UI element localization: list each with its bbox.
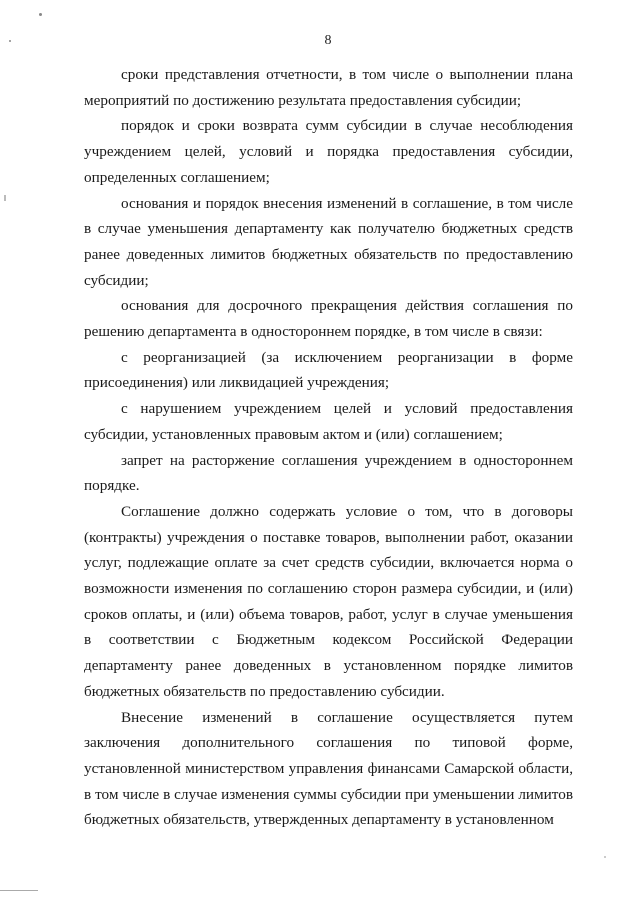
page-number: 8: [324, 33, 332, 48]
scan-artifact: [4, 195, 6, 201]
paragraph-amendment-grounds: основания и порядок внесения изменений в соглашение, в том числе в случае уменьшения департаменту как получателю бюджетных средств ранее доведенных лимитов бюджетных обязательств по предоставлению субсидии;: [84, 194, 573, 289]
paragraph-reporting-deadlines: сроки представления отчетности, в том числе о выполнении плана мероприятий по достижению результата предоставления субсидии;: [84, 66, 573, 109]
scan-artifact: [39, 13, 42, 16]
scan-artifact: [604, 856, 606, 858]
paragraph-amendment-procedure: Внесение изменений в соглашение осуществляется путем заключения дополнительного соглашения по типовой форме, установленной министерством управления финансами Самарской области, в том числе в случае изменения суммы субсидии при уменьшении лимитов бюджетных обязательств, утвержденных департаменту в установленном: [84, 708, 573, 829]
paragraph-contract-condition: Соглашение должно содержать условие о том, что в договоры (контракты) учреждения о поставке товаров, выполнении работ, оказании услуг, подлежащие оплате за счет средств субсидии, включается норма о возможности изменения по соглашению сторон размера субсидии, и (или) сроков оплаты, и (или) объема товаров, работ, услуг в случае уменьшения в соответствии с Бюджетным кодексом Российской Федерации департаменту ранее доведенных в установленном порядке лимитов бюджетных обязательств по предоставлению субсидии.: [84, 502, 573, 700]
scan-artifact: [0, 890, 38, 891]
paragraph-reorganization: с реорганизацией (за исключением реорганизации в форме присоединения) или ликвидацией учреждения;: [84, 348, 573, 392]
paragraph-refund-procedure: порядок и сроки возврата сумм субсидии в случае несоблюдения учреждением целей, условий и порядка предоставления субсидии, определенных соглашением;: [84, 117, 573, 186]
document-body: [84, 62, 573, 833]
paragraph-termination-ban: запрет на расторжение соглашения учреждением в одностороннем порядке.: [84, 451, 573, 495]
paragraph-violation: с нарушением учреждением целей и условий предоставления субсидии, установленных правовым актом и (или) соглашением;: [84, 400, 573, 443]
paragraph-early-termination: основания для досрочного прекращения действия соглашения по решению департамента в одностороннем порядке, в том числе в связи:: [84, 297, 573, 341]
